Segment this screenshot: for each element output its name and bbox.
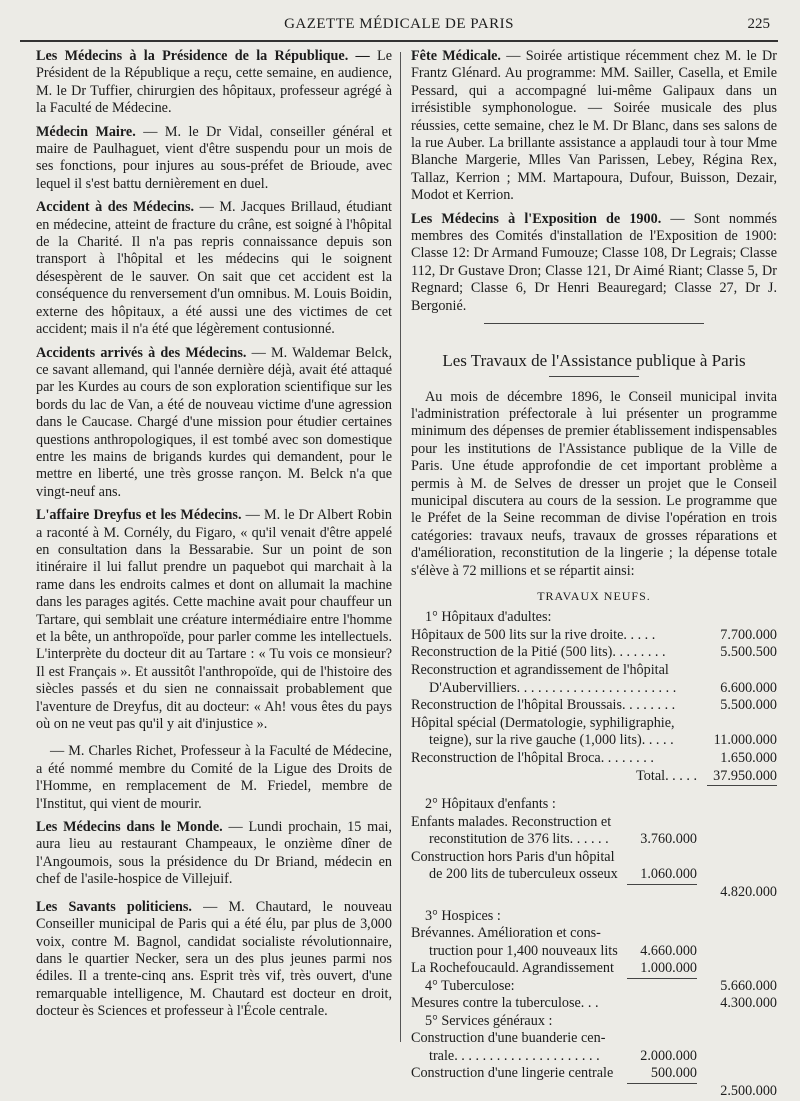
table-row: Construction d'une lingerie centrale 500.000	[411, 1065, 697, 1082]
table-row: Reconstruction de l'hôpital Broussais. . . . . . . . 5.500.000	[411, 697, 777, 714]
table-row: D'Aubervilliers. . . . . . . . . . . . . . . . . . . . . . . 6.600.000	[429, 679, 777, 696]
table-row: Construction hors Paris d'un hôpital	[411, 848, 615, 865]
news-item: Accident à des Médecins. — M. Jacques Brillaud, étudiant en médecine, atteint de fracture du crâne, est soigné à l'hôpital de la Charité. Il n'a pas repris connaissance depuis son transport à l'hôpital et les médecins qui le soignent désespèrent de le sauver. On sait que cet accident est la conséquence du renversement d'un omnibus. M. Louis Boidin, externe des hôpitaux, a été aussi une des victimes de cet accident; mais il n'a été que légèrement contusionné.	[36, 199, 392, 338]
news-item: Les Médecins dans le Monde. — Lundi prochain, 15 mai, aura lieu au restaurant Champeaux, le onzième dîner de l'Angoumois, sous la présidence du Dr Briand, médecin en chef de l'asile-hospice de Villejuif.	[36, 819, 392, 888]
subtotal-row: 4° Tuberculose: 5.660.000	[425, 977, 777, 994]
total-row: Total. . . . . 37.950.000	[636, 767, 777, 784]
table-row: Mesures contre la tuberculose. . . 4.300.000	[411, 995, 777, 1012]
right-column	[411, 48, 777, 1101]
group-heading: 2° Hôpitaux d'enfants :	[425, 796, 556, 813]
section-intro: Au mois de décembre 1896, le Conseil municipal invita l'administration préfectorale à lui présenter un programme minimum des dépenses de premier établissement indispensables pour les institutions de l'Assistance publique de la Ville de Paris. Une étude approfondie de cet important problème a permis à M. de Selves de dresser un projet que le Conseil municipal discutera au cours de la session. Le programme que le Préfet de la Seine recomman de divise l'opération en trois catégories: travaux neufs, travaux de grosses réparations et d'amélioration, reconstitution de la lingerie ; la dépense totale s'élève à 72 millions et se répartit ainsi:	[411, 388, 777, 579]
table-title: TRAVAUX NEUFS.	[537, 588, 651, 603]
section-title: Les Travaux de l'Assistance publique à Paris	[442, 351, 746, 371]
table-row: truction pour 1,400 nouveaux lits 4.660.000	[429, 942, 697, 959]
news-item: Accidents arrivés à des Médecins. — M. Waldemar Belck, ce savant allemand, qui l'année dernière déjà, avait été attaqué par les Kurdes au cours de son exploration scientifique sur les bords du lac de Van, a été de nouveau victime d'une agression dans le Caucase. Chargé d'une mission pour étudier certaines questions anthropologiques, il est tombé avec son domestique entre les mains de brigands kurdes qui demandent, pour le mettre en liberté, une très grosse rançon. M. Belck n'a que vingt-neuf ans.	[36, 344, 392, 500]
section-divider	[484, 323, 704, 324]
subtotal-row: 2.500.000	[411, 1083, 777, 1101]
page-number: 225	[747, 16, 770, 32]
table-row: Reconstruction de la Pitié (500 lits). . . . . . . . 5.500.500	[411, 644, 777, 661]
table-row: Reconstruction et agrandissement de l'hôpital	[411, 661, 669, 678]
news-item: Fête Médicale. — Soirée artistique récemment chez M. le Dr Frantz Glénard. Au programme: MM. Sailler, Casella, et Emile Pessard, qui a accompagné lui-même Galipaux dans un irrésistible symphonologue. — Soirée musicale des plus réussies, cette semaine, chez le M. Dr Blanc, dans ses salons de la rue Auber. La brillante assistance a applaudi tour à tour Mme Blanche Margerie, Mlles Van Parissen, Lebey, Régina Rex, Tallaz, Kerrion ; MM. Martapoura, Dufour, Buisson, Dezair, Modot et Kerrion.	[411, 48, 777, 204]
journal-title: GAZETTE MÉDICALE DE PARIS	[284, 16, 514, 32]
group-heading: 5° Services généraux :	[425, 1012, 553, 1029]
table-row: Brévannes. Amélioration et cons-	[411, 924, 601, 941]
table-row: Hôpital spécial (Dermatologie, syphiligraphie,	[411, 714, 675, 731]
news-item: — M. Charles Richet, Professeur à la Faculté de Médecine, a été nommé membre du Comité de la Ligue des Droits de l'Homme, en remplacement de M. Friedel, membre de l'Institut, qui vient de mourir.	[36, 743, 392, 812]
table-row: Enfants malades. Reconstruction et	[411, 813, 612, 830]
subtotal-row: 4.820.000	[411, 884, 777, 902]
news-item: Les Médecins à l'Exposition de 1900. — Sont nommés membres des Comités d'installation de l'Exposition de 1900: Classe 12: Dr Armand Fumouze; Classe 108, Dr Legrais; Classe 112, Dr Gustave Dron; Classe 121, Dr Aimé Riant; Classe 5, Dr Regnard; Classe 6, Dr Henri Beauregard; Classe 27, Dr J. Bergonié.	[411, 210, 777, 314]
table-row: reconstitution de 376 lits. . . . . . 3.760.000	[429, 831, 697, 848]
table-row: Hôpitaux de 500 lits sur la rive droite. . . . . 7.700.000	[411, 626, 777, 643]
news-item: Les Médecins à la Présidence de la République. — Le Président de la République a reçu, cette semaine, en audience, M. le Dr Tuffier, chirurgien des hôpitaux, professeur agrégé à la Faculté de Médecine.	[36, 48, 392, 117]
header-rule	[20, 40, 778, 42]
group-heading: 3° Hospices :	[425, 907, 501, 924]
left-column	[36, 48, 392, 1027]
news-item: Médecin Maire. — M. le Dr Vidal, conseiller général et maire de Paulhaguet, vient d'être suspendu pour un mois de ses fonctions, pour injures au sous-préfet de Brioude, avec lequel il s'est battu dernièrement en duel.	[36, 123, 392, 192]
table-row: Construction d'une buanderie cen-	[411, 1030, 606, 1047]
title-rule	[549, 376, 639, 377]
group-heading: 1° Hôpitaux d'adultes:	[425, 609, 552, 626]
table-row: Reconstruction de l'hôpital Broca. . . . . . . . 1.650.000	[411, 749, 777, 766]
news-item: L'affaire Dreyfus et les Médecins. — M. le Dr Albert Robin a raconté à M. Cornély, du Figaro, « qu'il venait d'être appelé en consultation dans la Bessarabie. Sur un point de son itinéraire il lui fallut prendre un paquebot qui marchait à la rame dans les endroits calmes et dont on allumait la machine dans les parages agités. Cette machine avait pour chauffeur un Tartare, qui semblait une créature intermédiaire entre l'homme et la bête, un anthropoïde, pour parler comme les intellectuels. L'interprète du docteur dit au Tartare : « Tu vois ce monsieur? Il est Français ». Et aussitôt l'anthropoïde, qui de l'histoire des siècles passés et du sien ne connaissait probablement que l'aventure de Dreyfus, dit au docteur: « Ah! vous êtes du pays où on ne veut pas qu'il y ait d'injustice ».	[36, 507, 392, 733]
column-divider	[400, 52, 401, 1042]
page-header	[20, 16, 778, 38]
total-rule	[707, 785, 777, 786]
table-row: trale. . . . . . . . . . . . . . . . . . . . . 2.000.000	[429, 1047, 697, 1064]
table-row: de 200 lits de tuberculeux osseux 1.060.000	[429, 866, 697, 883]
news-item: Les Savants politiciens. — M. Chautard, le nouveau Conseiller municipal de Paris qui a été élu, par plus de 3,000 voix, contre M. Bagnol, candidat socialiste révolutionnaire, dans le quartier Necker, sera un des plus jeunes parmi nos édiles. Il a trente-cinq ans. Esprit très vif, très ouvert, d'une remarquable intelligence, M. Chautard est docteur en droit, docteur ès Sciences et professeur à l'École centrale.	[36, 898, 392, 1020]
table-row: teigne), sur la rive gauche (1,000 lits). . . . . 11.000.000	[429, 732, 777, 749]
table-row: La Rochefoucauld. Agrandissement 1.000.000	[411, 960, 697, 977]
